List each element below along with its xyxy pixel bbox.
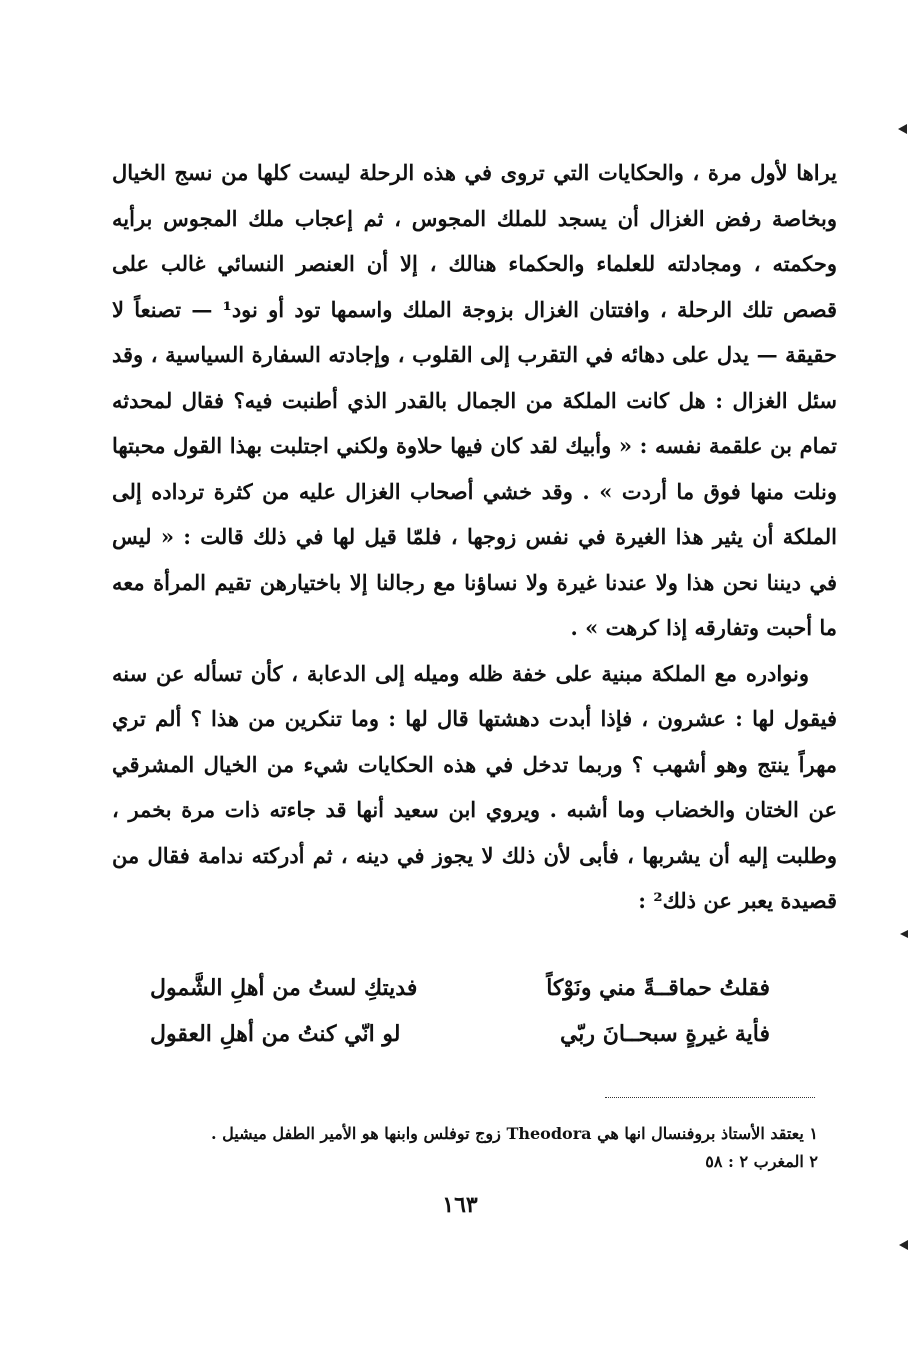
poem xyxy=(150,965,770,1057)
margin-mark-icon xyxy=(900,930,908,938)
paragraph-1: يراها لأول مرة ، والحكايات التي تروى في هذه الرحلة ليست كلها من نسج الخيال وبخاصة رفض الغزال أن يسجد للملك المجوس ، ثم إعجاب ملك المجوس برأيه وحكمته ، ومجادلته للعلماء والحكماء هنالك ، إلا أن العنصر النسائي غالب على قصص تلك الرحلة ، وافتتان الغزال بزوجة الملك واسمها تود أو نود¹ — تصنعاً لا حقيقة — يدل على دهائه في التقرب إلى القلوب ، وإجادته السفارة السياسية ، وقد سئل الغزال : هل كانت الملكة من الجمال بالقدر الذي أطنبت فيه؟ فقال لمحدثه تمام بن علقمة نفسه : « وأبيك لقد كان فيها حلاوة ولكني اجتلبت بهذا القول محبتها ونلت منها فوق ما أردت » . وقد خشي أصحاب الغزال عليه من كثرة ترداده إلى الملكة أن يثير هذا الغيرة في نفس زوجها ، فلمّا قيل لها في ذلك قالت : « ليس في ديننا نحن هذا ولا عندنا غيرة ولا نساؤنا مع رجالنا إلا باختيارهن تقيم المرأة معه ما أحبت وتفارقه إذا كرهت » . xyxy=(112,160,837,640)
margin-mark-icon xyxy=(898,124,907,134)
verse-2-first-hemistich: فأية غيرةٍ سبحــانَ ربّي xyxy=(559,1021,770,1047)
margin-mark-icon xyxy=(899,1240,908,1250)
paragraph-2: ونوادره مع الملكة مبنية على خفة ظله وميله إلى الدعابة ، كأن تسأله عن سنه فيقول لها : عشرون ، فإذا أبدت دهشتها قال لها : وما تنكرين من هذا ؟ ألم تري مهراً ينتج وهو أشهب ؟ وربما تدخل في هذه الحكايات شيء من الخيال المشرقي عن الختان والخضاب وما أشبه . ويروي ابن سعيد أنها قد جاءته ذات مرة بخمر ، وطلبت إليه أن يشربها ، فأبى لأن ذلك لا يجوز في دينه ، ثم أدركته ندامة فقال من قصيدة يعبر عن ذلك² : xyxy=(112,660,837,913)
page-number: ١٦٣ xyxy=(442,1192,478,1218)
verse-1 xyxy=(150,965,770,1011)
footnotes xyxy=(118,1120,818,1176)
footnote-1: ١ يعتقد الأستاذ بروفنسال انها هي Theodora زوج توفلس وابنها هو الأمير الطفل ميشيل . xyxy=(211,1124,818,1143)
verse-1-second-hemistich: فديتكِ لستُ من أهلِ الشَّمول xyxy=(150,975,418,1001)
footnote-divider xyxy=(605,1097,815,1098)
verse-2-second-hemistich: لو انّي كنتُ من أهلِ العقول xyxy=(150,1021,401,1047)
verse-2 xyxy=(150,1011,770,1057)
body-text xyxy=(112,150,837,924)
footnote-2: ٢ المغرب ٢ : ٥٨ xyxy=(705,1152,818,1171)
verse-1-first-hemistich: فقلتُ حماقــةً مني ونَوْكاً xyxy=(546,975,770,1001)
